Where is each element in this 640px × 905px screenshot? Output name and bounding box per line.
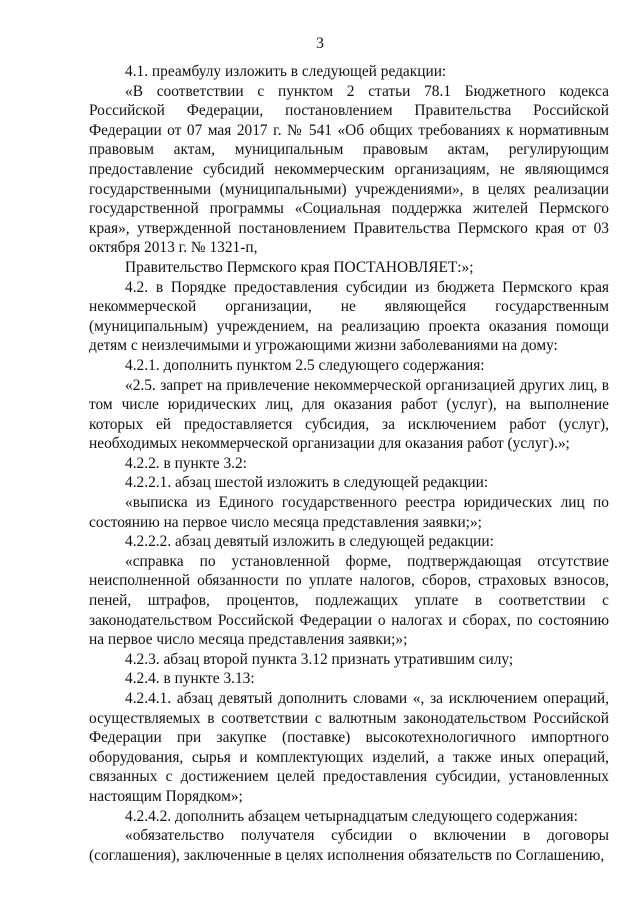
- paragraph-4-2-3: 4.2.3. абзац второй пункта 3.12 признать утратившим силу;: [125, 650, 514, 668]
- paragraph-resolves: Правительство Пермского края ПОСТАНОВЛЯЕТ:»;: [125, 258, 474, 276]
- page-number: 3: [316, 35, 324, 52]
- paragraph-4-2-2: 4.2.2. в пункте 3.2:: [125, 454, 247, 472]
- paragraph-2-5-quote: «2.5. запрет на привлечение некоммерческой организацией других лиц, в том числе юридических лиц, для оказания работ (услуг), на выполнение которых ей предоставляется субсидия, за исключением работ (услуг), необходимых некоммерческой организации для оказания работ (услуг).»;: [89, 376, 609, 453]
- paragraph-certificate-quote: «справка по установленной форме, подтверждающая отсутствие неисполненной обязанности по уплате налогов, сборов, страховых взносов, пеней, штрафов, процентов, подлежащих уплате в соответствии с законодательством Российской Федерации о налогах и сборах, по состоянию на первое число месяца представления заявки;»;: [89, 552, 609, 649]
- paragraph-4-2-4-2: 4.2.4.2. дополнить абзацем четырнадцатым следующего содержания:: [125, 807, 578, 825]
- paragraph-4-1: 4.1. преамбулу изложить в следующей редакции:: [125, 63, 447, 80]
- paragraph-4-2-2-2: 4.2.2.2. абзац девятый изложить в следующей редакции:: [125, 533, 494, 551]
- paragraph-4-2: 4.2. в Порядке предоставления субсидии из бюджета Пермского края некоммерческой организации, не являющейся государственным (муниципальным) учреждением, на реализацию проекта оказания помощи детям с неизлечимыми и угрожающими жизни заболеваниями на дому:: [89, 278, 609, 355]
- paragraph-4-2-4: 4.2.4. в пункте 3.13:: [125, 670, 255, 688]
- paragraph-4-2-2-1: 4.2.2.1. абзац шестой изложить в следующей редакции:: [125, 474, 489, 492]
- paragraph-4-2-1: 4.2.1. дополнить пунктом 2.5 следующего содержания:: [125, 356, 485, 374]
- document-body: [89, 62, 609, 865]
- paragraph-preamble-quote: «В соответствии с пунктом 2 статьи 78.1 Бюджетного кодекса Российской Федерации, постановлением Правительства Российской Федерации от 07 мая 2017 г. № 541 «Об общих требованиях к нормативным правовым актам, муниципальным правовым актам, регулирующим предоставление субсидий некоммерческим организациям, не являющимся государственными (муниципальными) учреждениями», в целях реализации государственной программы «Социальная поддержка жителей Пермского края», утвержденной постановлением Правительства Пермского края от 03 октября 2013 г. № 1321-п,: [89, 82, 609, 257]
- paragraph-extract-quote: «выписка из Единого государственного реестра юридических лиц по состоянию на первое число месяца представления заявки;»;: [89, 494, 609, 531]
- paragraph-4-2-4-1: 4.2.4.1. абзац девятый дополнить словами «, за исключением операций, осуществляемых в соответствии с валютным законодательством Российской Федерации при закупке (поставке) высокотехнологичного импортного оборудования, сырья и комплектующих изделий, а также иных операций, связанных с достижением целей предоставления субсидии, установленных настоящим Порядком»;: [89, 690, 609, 805]
- paragraph-obligation-quote: «обязательство получателя субсидии о включении в договоры (соглашения), заключенные в целях исполнения обязательств по Соглашению,: [89, 827, 609, 864]
